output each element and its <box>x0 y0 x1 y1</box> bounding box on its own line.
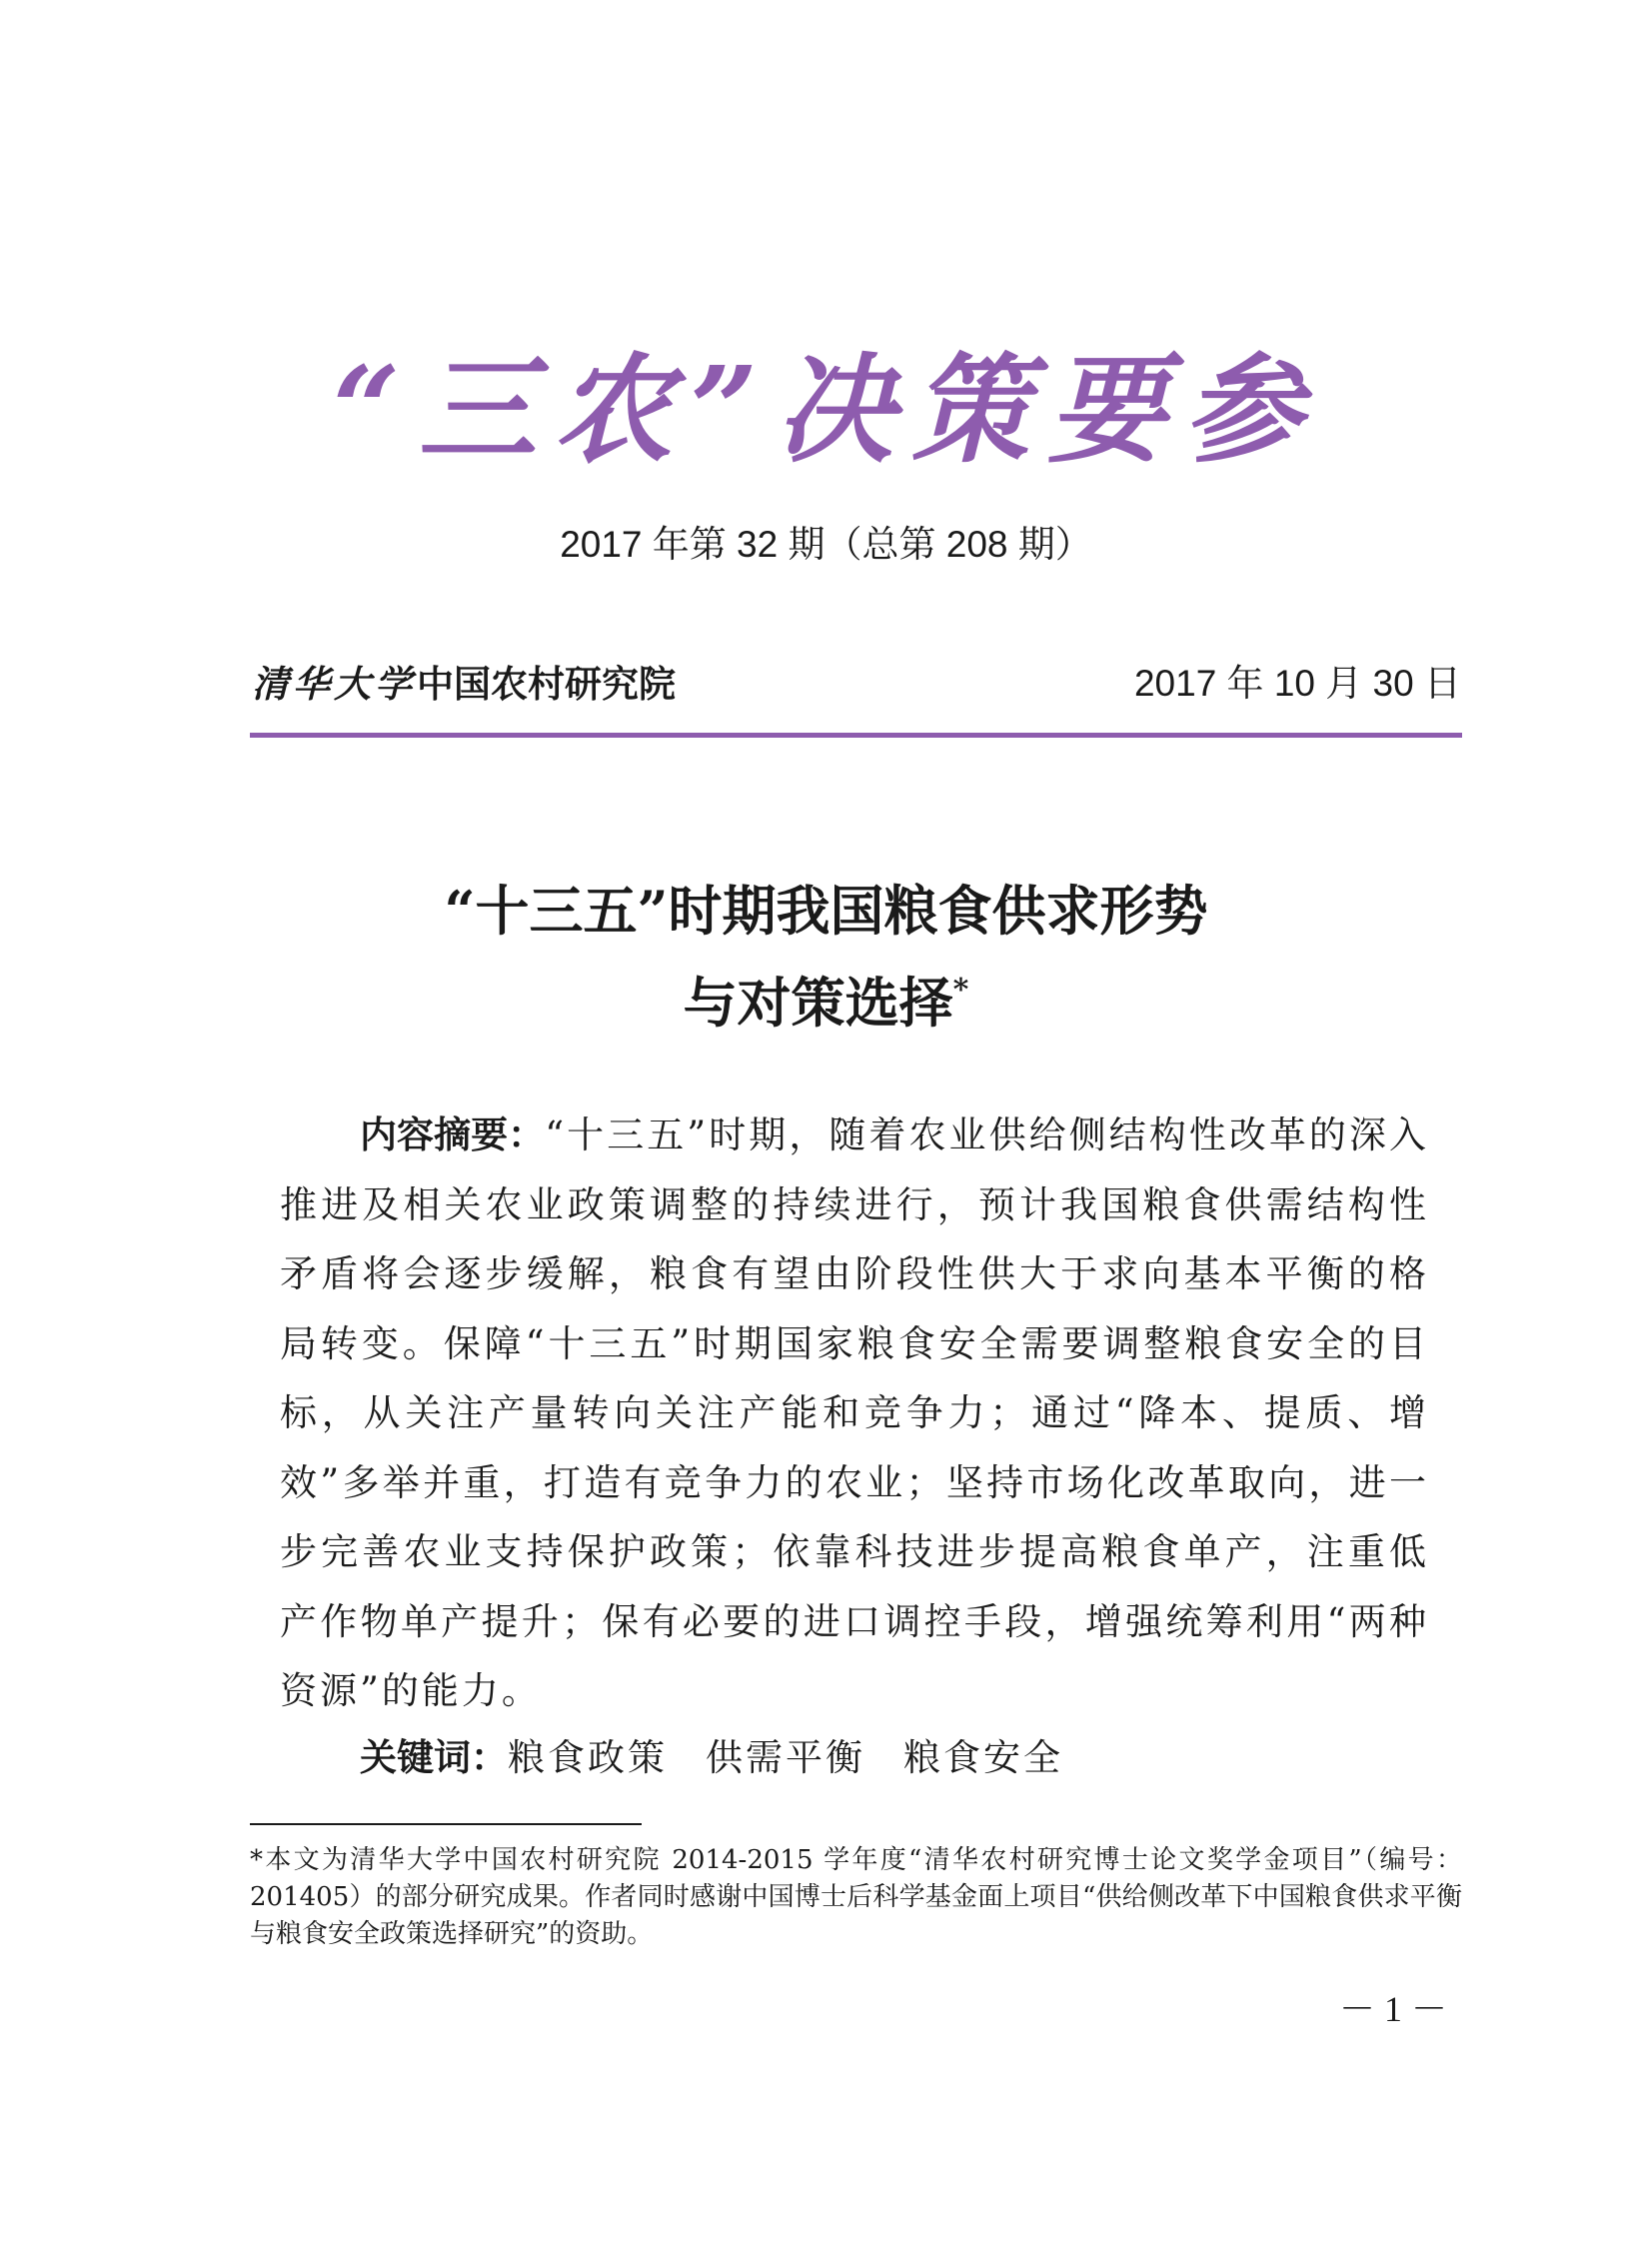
keyword-item: 粮食安全 <box>903 1736 1063 1779</box>
header-divider <box>250 733 1462 738</box>
footnote: *本文为清华大学中国农村研究院 2014-2015 学年度“清华农村研究博士论文奖学金项目”（编号：201405）的部分研究成果。作者同时感谢中国博士后科学基金面上项目“供给侧改革下中国粮食供求平衡与粮食安全政策选择研究”的资助。 <box>250 1845 1462 1949</box>
footnote-divider <box>250 1823 642 1825</box>
institute-name: 中国农村研究院 <box>417 662 676 706</box>
keyword-item: 供需平衡 <box>706 1736 865 1779</box>
footnote-marker: * <box>952 973 969 1008</box>
publication-date: 2017 年 10 月 30 日 <box>1133 663 1461 704</box>
abstract <box>280 1101 1429 1726</box>
keywords-label: 关键词： <box>360 1736 508 1779</box>
article-title-line1: “十三五”时期我国粮食供求形势 <box>444 879 1208 943</box>
article-title-line2: 与对策选择 <box>683 971 953 1035</box>
keyword-item: 粮食政策 <box>508 1736 668 1779</box>
keywords <box>360 1725 1429 1791</box>
page-number: － 1 － <box>1338 1989 1447 2029</box>
abstract-label: 内容摘要： <box>360 1114 546 1156</box>
abstract-text: “十三五”时期，随着农业供给侧结构性改革的深入推进及相关农业政策调整的持续进行，预计我国粮食供需结构性矛盾将会逐步缓解，粮食有望由阶段性供大于求向基本平衡的格局转变。保障“十三五”时期国家粮食安全需要调整粮食安全的目标，从关注产量转向关注产能和竞争力；通过“降本、提质、增效”多举并重，打造有竞争力的农业；坚持市场化改革取向，进一步完善农业支持保护政策；依靠科技进步提高粮食单产，注重低产作物单产提升；保有必要的进口调控手段，增强统筹利用“两种资源”的能力。 <box>280 1114 1429 1712</box>
institute-header <box>252 655 1461 713</box>
article-title <box>0 865 1652 1049</box>
university-name: 清华大学 <box>252 662 416 706</box>
issue-number: 2017 年第 32 期（总第 208 期） <box>560 524 1092 565</box>
masthead-title: “三农”决策要参 <box>332 340 1320 479</box>
article-title-line2-wrap <box>0 957 1652 1049</box>
